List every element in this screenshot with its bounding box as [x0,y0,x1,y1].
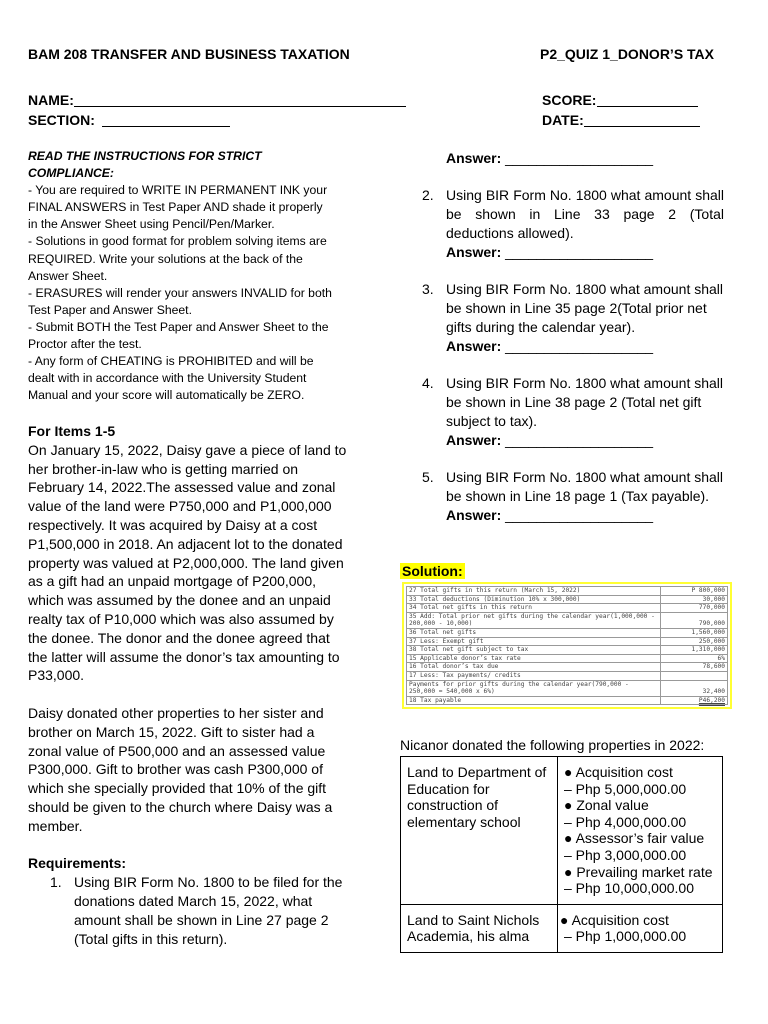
table-row [407,587,728,596]
problem-line: respectively. It was acquired by Daisy at a cost [28,516,318,533]
solution-amount: P 800,000 [661,587,728,596]
requirements-heading: Requirements: [28,855,127,872]
value-line: ● Prevailing market rate [564,863,713,880]
requirement-line: Using BIR Form No. 1800 to be filed for the [74,874,343,891]
answer-label: Answer: [446,150,502,166]
solution-desc: Payments for prior gifts during the calendar year(790,000 - 250,000 = 540,000 x 6%) [407,680,661,696]
solution-amount: 1,310,000 [661,646,728,655]
property-line: elementary school [407,813,521,830]
instruction-line: - Submit BOTH the Test Paper and Answer Sheet to the [28,319,329,334]
instruction-line: in the Answer Sheet using Pencil/Pen/Marker. [28,217,275,232]
problem-line: her brother-in-law who is getting married on [28,460,299,477]
instructions-title-2: COMPLIANCE: [28,166,114,181]
solution-amount: 32,400 [661,680,728,696]
question-text: Using BIR Form No. 1800 what amount shall be shown in Line 18 page 1 (Tax payable). [446,469,724,504]
question-text: Using BIR Form No. 1800 what amount shall be shown in Line 38 page 2 (Total net gift subject to tax). [446,375,724,429]
answer-2[interactable] [446,243,724,262]
problem-line: brother on March 15, 2022. Gift to sister had a [28,723,315,740]
answer-3[interactable] [446,337,724,356]
solution-desc: 35 Add: Total prior net gifts during the calendar year(1,000,000 - 200,000 - 10,000) [407,612,661,628]
items-heading: For Items 1-5 [28,423,116,439]
value-line: – Php 5,000,000.00 [564,780,687,797]
requirement-1 [28,873,373,949]
question-number: 3. [422,281,434,297]
solution-desc: 16 Total donor’s tax due [407,663,661,672]
problem-line: which she specially provided that 10% of the gift [28,780,327,797]
solution-amount: 250,000 [661,637,728,646]
answer-blank: ___________________ [505,507,654,523]
date-field[interactable] [542,112,700,130]
table-row [407,604,728,613]
instruction-line: Manual and your score will automatically be ZERO. [28,388,305,403]
instruction-line: dealt with in accordance with the University Student [28,371,307,386]
solution-desc: 34 Total net gifts in this return [407,604,661,613]
question-number: 4. [422,375,434,391]
value-line: ● Zonal value [564,797,649,814]
property-line: Land to Saint Nichols [407,911,540,928]
property-cell [401,757,558,905]
table-row [407,671,728,680]
instruction-line: FINAL ANSWERS in Test Paper AND shade it properly [28,200,323,215]
table-row [407,612,728,628]
course-title: BAM 208 TRANSFER AND BUSINESS TAXATION [28,46,350,62]
question-text: Using BIR Form No. 1800 what amount shall be shown in Line 33 page 2 (Total deductions allowed). [446,187,724,241]
problem-line: zonal value of P500,000 and an assessed value [28,742,326,759]
instruction-line: - You are required to WRITE IN PERMANENT INK your [28,183,328,198]
section-field[interactable] [28,112,230,130]
values-cell [558,757,723,905]
problem-line: realty tax of P10,000 which was also assumed by [28,610,334,627]
table-row [407,646,728,655]
problem-line: P33,000. [28,667,85,684]
answer-1[interactable] [446,149,653,168]
property-line: construction of [407,797,499,814]
instructions [28,148,358,404]
answer-blank: ___________________ [505,338,654,354]
problem-section [28,422,373,949]
problem-line: the latter will assume the donor’s tax amounting to [28,648,340,665]
value-line: – Php 4,000,000.00 [564,813,687,830]
answer-5[interactable] [446,506,724,525]
instruction-line: - ERASURES will render your answers INVALID for both [28,285,332,300]
problem-line: On January 15, 2022, Daisy gave a piece of land to [28,441,347,458]
requirement-number: 1. [50,874,62,891]
answer-label: Answer: [446,244,502,260]
solution-desc: 15 Applicable donor’s tax rate [407,654,661,663]
requirement-line: amount shall be shown in Line 27 page 2 [74,911,329,928]
section-label: SECTION: [28,112,95,128]
solution-label: Solution: [402,563,463,579]
property-line: Land to Department of [407,764,547,780]
problem-line: should be given to the church where Daisy was a [28,798,333,815]
problem-line: Daisy donated other properties to her sister and [28,704,324,721]
instruction-line: - Any form of CHEATING is PROHIBITED and will be [28,354,314,369]
nicanor-intro: Nicanor donated the following properties in 2022: [400,737,705,753]
solution-amount: 1,560,000 [661,628,728,637]
instruction-line: - Solutions in good format for problem solving items are [28,234,327,249]
question-number: 2. [422,187,434,203]
requirement-line: donations dated March 15, 2022, what [74,892,313,909]
solution-amount [661,671,728,680]
value-line: – Php 1,000,000.00 [564,928,687,945]
value-line: – Php 3,000,000.00 [564,846,687,863]
value-line: ● Acquisition cost [560,911,669,928]
instructions-title: READ THE INSTRUCTIONS FOR STRICT [28,149,262,163]
problem-line: member. [28,817,83,834]
solution-desc: 36 Total net gifts [407,628,661,637]
instruction-line: REQUIRED. Write your solutions at the back of the [28,251,303,266]
problem-line: as a gift had an unpaid mortgage of P200,000, [28,573,316,590]
score-field[interactable] [542,92,698,110]
solution-desc: 18 Tax payable [407,696,661,705]
solution-desc: 37 Less: Exempt gift [407,637,661,646]
solution-amount: 770,000 [661,604,728,613]
solution-desc: 27 Total gifts in this return (March 15, 2022) [407,587,661,596]
nicanor-table [400,756,723,953]
answer-label: Answer: [446,507,502,523]
score-line [597,106,698,107]
date-label: DATE: [542,112,584,128]
question-number: 5. [422,469,434,485]
question-text: Using BIR Form No. 1800 what amount shall be shown in Line 35 page 2(Total prior net gifts during the calendar year). [446,281,724,335]
score-label: SCORE: [542,92,597,108]
property-line: Education for [407,780,490,797]
table-row [407,595,728,604]
date-line [584,126,700,127]
solution-amount: 30,000 [661,595,728,604]
solution-amount: 78,600 [661,663,728,672]
solution-amount: 6% [661,654,728,663]
property-line: Academia, his alma [407,928,530,945]
solution-desc: 33 Total deductions (Diminution 10% x 300,000) [407,595,661,604]
problem-line: the donee. The donor and the donee agreed that [28,629,330,646]
solution-desc: 17 Less: Tax payments/ credits [407,671,661,680]
table-row [407,637,728,646]
answer-blank: ___________________ [505,150,654,166]
problem-line: which was assumed by the donee and an unpaid [28,592,331,609]
answer-blank: ___________________ [505,432,654,448]
answer-label: Answer: [446,432,502,448]
problem-line: value of the land were P750,000 and P1,000,000 [28,498,332,515]
table-row [407,696,728,705]
solution-table [402,582,732,709]
quiz-title: P2_QUIZ 1_DONOR’S TAX [540,46,715,62]
problem-line: February 14, 2022.The assessed value and zonal [28,479,336,496]
table-row [401,904,723,952]
requirement-line: (Total gifts in this return). [74,930,228,947]
name-label: NAME: [28,92,74,108]
table-row [407,680,728,696]
problem-line: P1,500,000 in 2018. An adjacent lot to the donated [28,535,343,552]
table-row [407,628,728,637]
answer-blank: ___________________ [505,244,654,260]
answer-4[interactable] [446,431,724,450]
solution-heading [400,563,465,581]
problem-line: property was valued at P2,000,000. The land given [28,554,344,571]
instruction-line: Answer Sheet. [28,268,108,283]
values-cell [558,904,723,952]
solution-amount: P46,200 [661,696,728,705]
value-line: ● Acquisition cost [564,764,673,780]
section-line [102,126,230,127]
solution-desc: 38 Total net gift subject to tax [407,646,661,655]
solution-amount: 790,000 [661,612,728,628]
table-row [407,654,728,663]
table-row [401,757,723,905]
answer-label: Answer: [446,338,502,354]
property-cell [401,904,558,952]
table-row [407,663,728,672]
name-line [74,106,406,107]
instruction-line: Test Paper and Answer Sheet. [28,302,192,317]
value-line: – Php 10,000,000.00 [564,880,695,897]
problem-line: P300,000. Gift to brother was cash P300,000 of [28,761,323,778]
name-field[interactable] [28,92,406,110]
value-line: ● Assessor’s fair value [564,830,705,847]
instruction-line: Proctor after the test. [28,337,142,352]
